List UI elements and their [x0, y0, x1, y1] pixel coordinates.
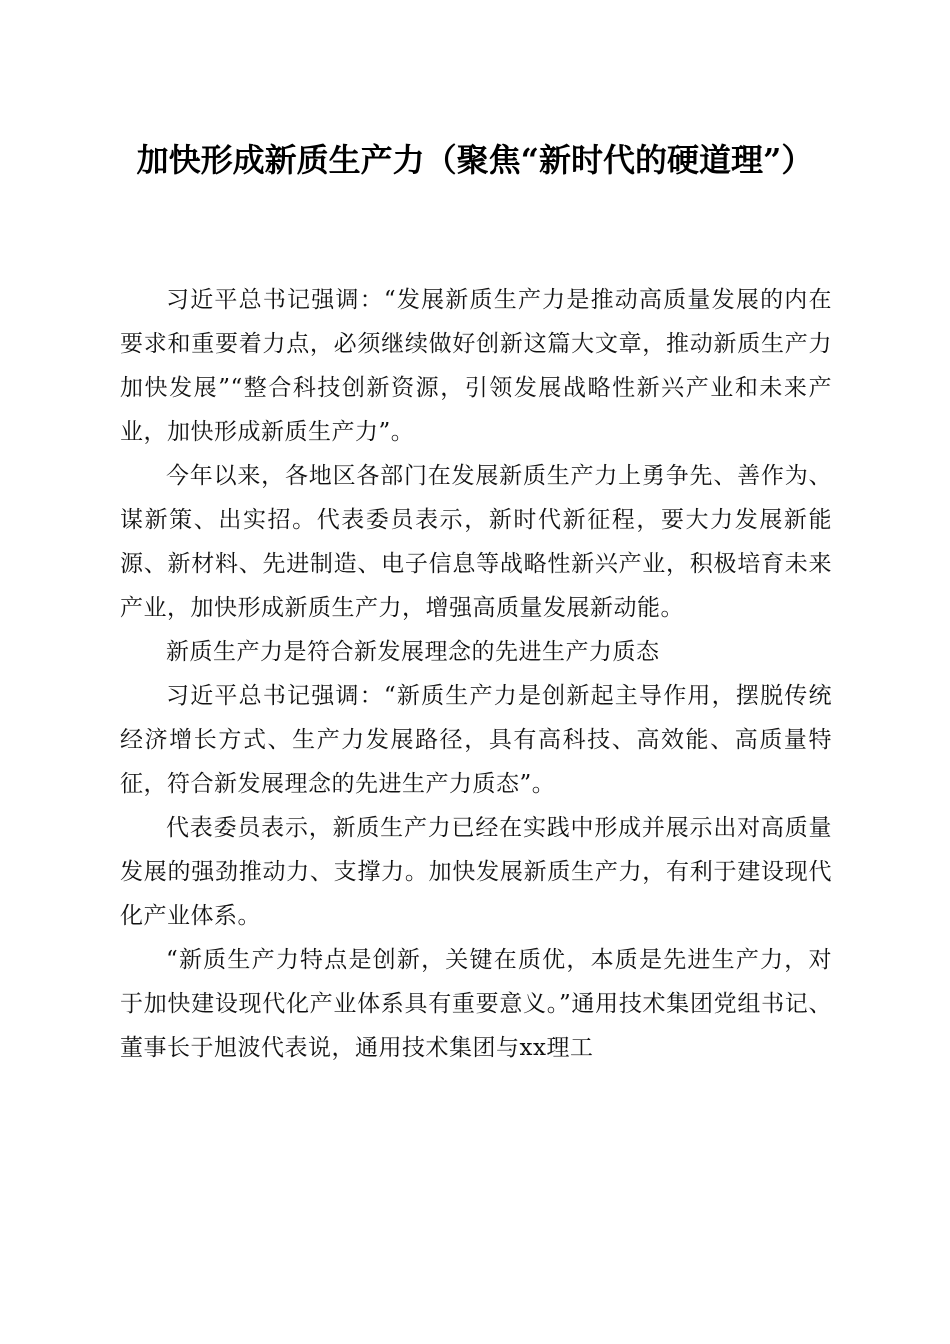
paragraph-4: 代表委员表示，新质生产力已经在实践中形成并展示出对高质量发展的强劲推动力、支撑力。加快发展新质生产力，有利于建设现代化产业体系。 — [120, 815, 832, 929]
paragraph-3: 习近平总书记强调：“新质生产力是创新起主导作用，摆脱传统经济增长方式、生产力发展路径，具有高科技、高效能、高质量特征，符合新发展理念的先进生产力质态”。 — [120, 683, 832, 797]
paragraph-2: 今年以来，各地区各部门在发展新质生产力上勇争先、善作为、谋新策、出实招。代表委员表示，新时代新征程，要大力发展新能源、新材料、先进制造、电子信息等战略性新兴产业，积极培育未来产业，加快形成新质生产力，增强高质量发展新动能。 — [120, 463, 832, 621]
document-body — [120, 278, 832, 1070]
paragraph-1: 习近平总书记强调：“发展新质生产力是推动高质量发展的内在要求和重要着力点，必须继续做好创新这篇大文章，推动新质生产力加快发展”“整合科技创新资源，引领发展战略性新兴产业和未来产业，加快形成新质生产力”。 — [120, 287, 832, 445]
paragraph-5: “新质生产力特点是创新，关键在质优，本质是先进生产力，对于加快建设现代化产业体系具有重要意义。”通用技术集团党组书记、董事长于旭波代表说，通用技术集团与xx理工 — [120, 947, 832, 1061]
section-heading: 新质生产力是符合新发展理念的先进生产力质态 — [166, 639, 660, 665]
document-title: 加快形成新质生产力（聚焦“新时代的硬道理”） — [136, 141, 814, 179]
